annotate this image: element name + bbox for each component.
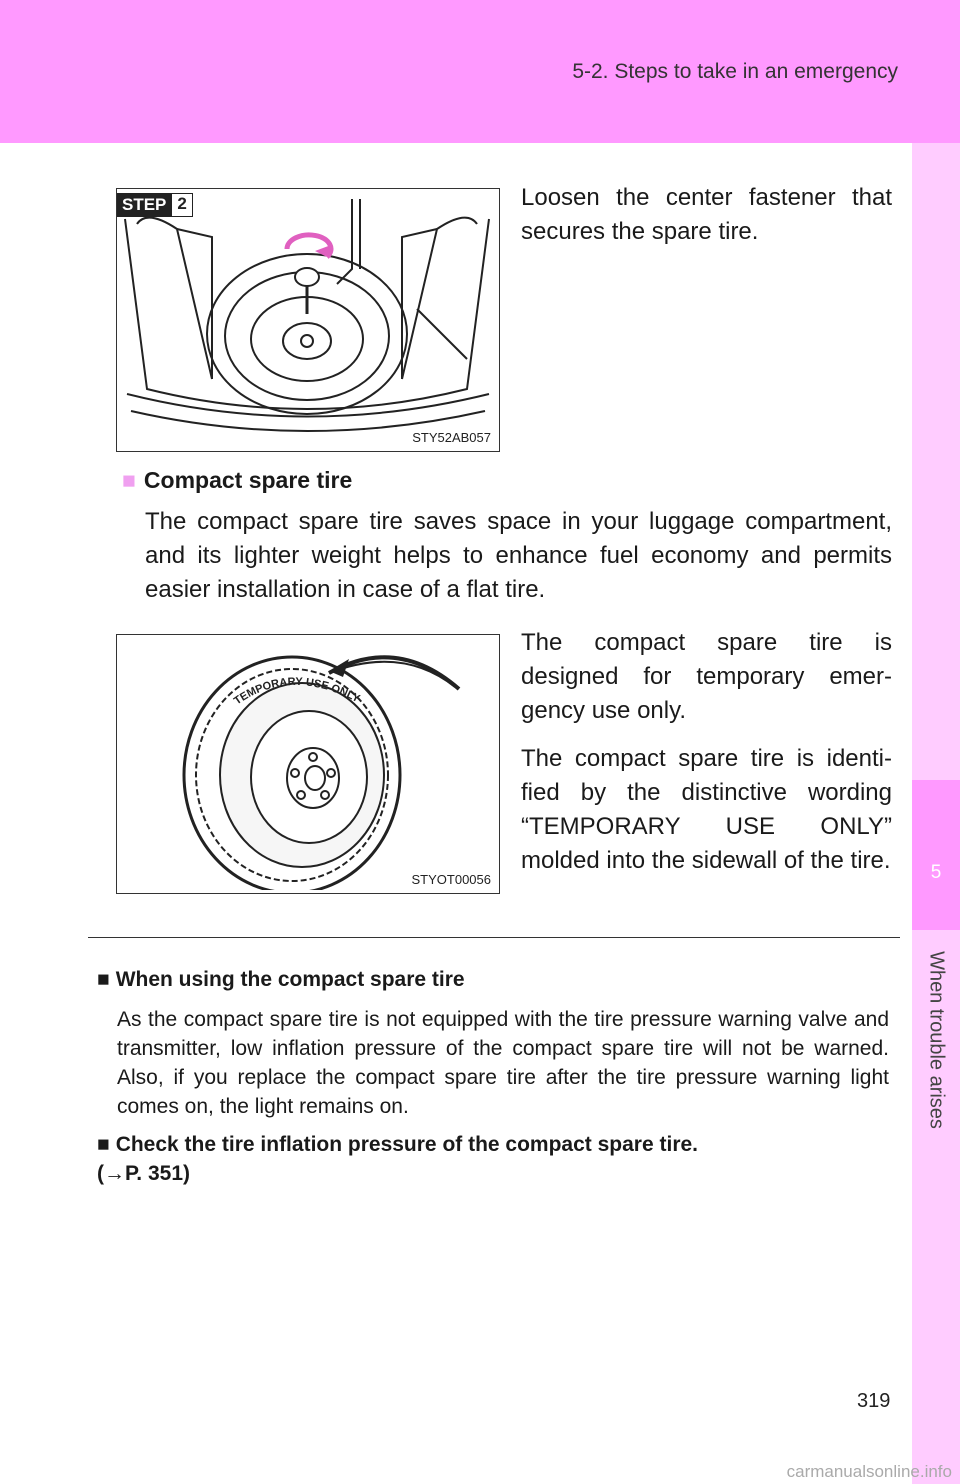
figure-code: STY52AB057 (412, 430, 491, 445)
step-word: STEP (117, 193, 171, 217)
watermark: carmanualsonline.info (786, 1462, 952, 1481)
chapter-number: 5 (930, 862, 942, 883)
sidewall-text: TEMPORARY USE ONLY (231, 675, 362, 708)
note-heading-using (97, 965, 465, 994)
note-heading-pressure-text: Check the tire inflation pressure of the compact spare tire. (115, 1133, 699, 1156)
chapter-label: When trouble arises (925, 951, 948, 1129)
compact-spare-heading (122, 467, 352, 494)
page-reference: (→P. 351) (97, 1162, 190, 1185)
compact-spare-tire-illustration (117, 635, 497, 890)
note-heading-using-text: When using the compact spare tire (115, 968, 465, 991)
page-number: 319 (857, 1390, 891, 1412)
compact-spare-body: The compact spare tire saves space in your luggage compartment, and its lighter weight helps to enhance fuel economy and permits easier installation in case of a flat tire. (145, 508, 892, 603)
note-body-using: As the compact spare tire is not equipped with the tire pressure warning valve and transmitter, low inflation pressure of the compact spare tire will not be warned. Also, if you replace the compact spare tire after the tire pressure warning light comes on, the light remains on. (117, 1008, 889, 1118)
tire-figure (116, 634, 500, 894)
trunk-spare-tire-illustration (117, 189, 497, 449)
chapter-marker (912, 780, 960, 930)
section-title: 5-2. Steps to take in an emergency (572, 60, 898, 83)
compact-spare-heading-text: Compact spare tire (143, 467, 353, 493)
bullet-square-icon: ■ (97, 1133, 110, 1156)
bullet-square-icon: ■ (97, 968, 110, 991)
figure-code: STYOT00056 (411, 872, 491, 887)
step-instruction: Loosen the center fastener that secures the spare tire. (521, 184, 892, 245)
tire-text-temporary: The compact spare tire is designed for temporary emer- gency use only. (521, 629, 892, 724)
divider (88, 937, 900, 938)
note-heading-pressure (97, 1130, 698, 1188)
step-figure (116, 188, 500, 452)
page-header (0, 0, 960, 143)
step-number: 2 (171, 193, 192, 217)
tire-text-identified: The compact spare tire is identi- fied by the distinctive wording “TEMPORARY USE ONLY” molded into the sidewall of the tire. (521, 745, 892, 874)
bullet-square-icon: ■ (122, 467, 136, 493)
